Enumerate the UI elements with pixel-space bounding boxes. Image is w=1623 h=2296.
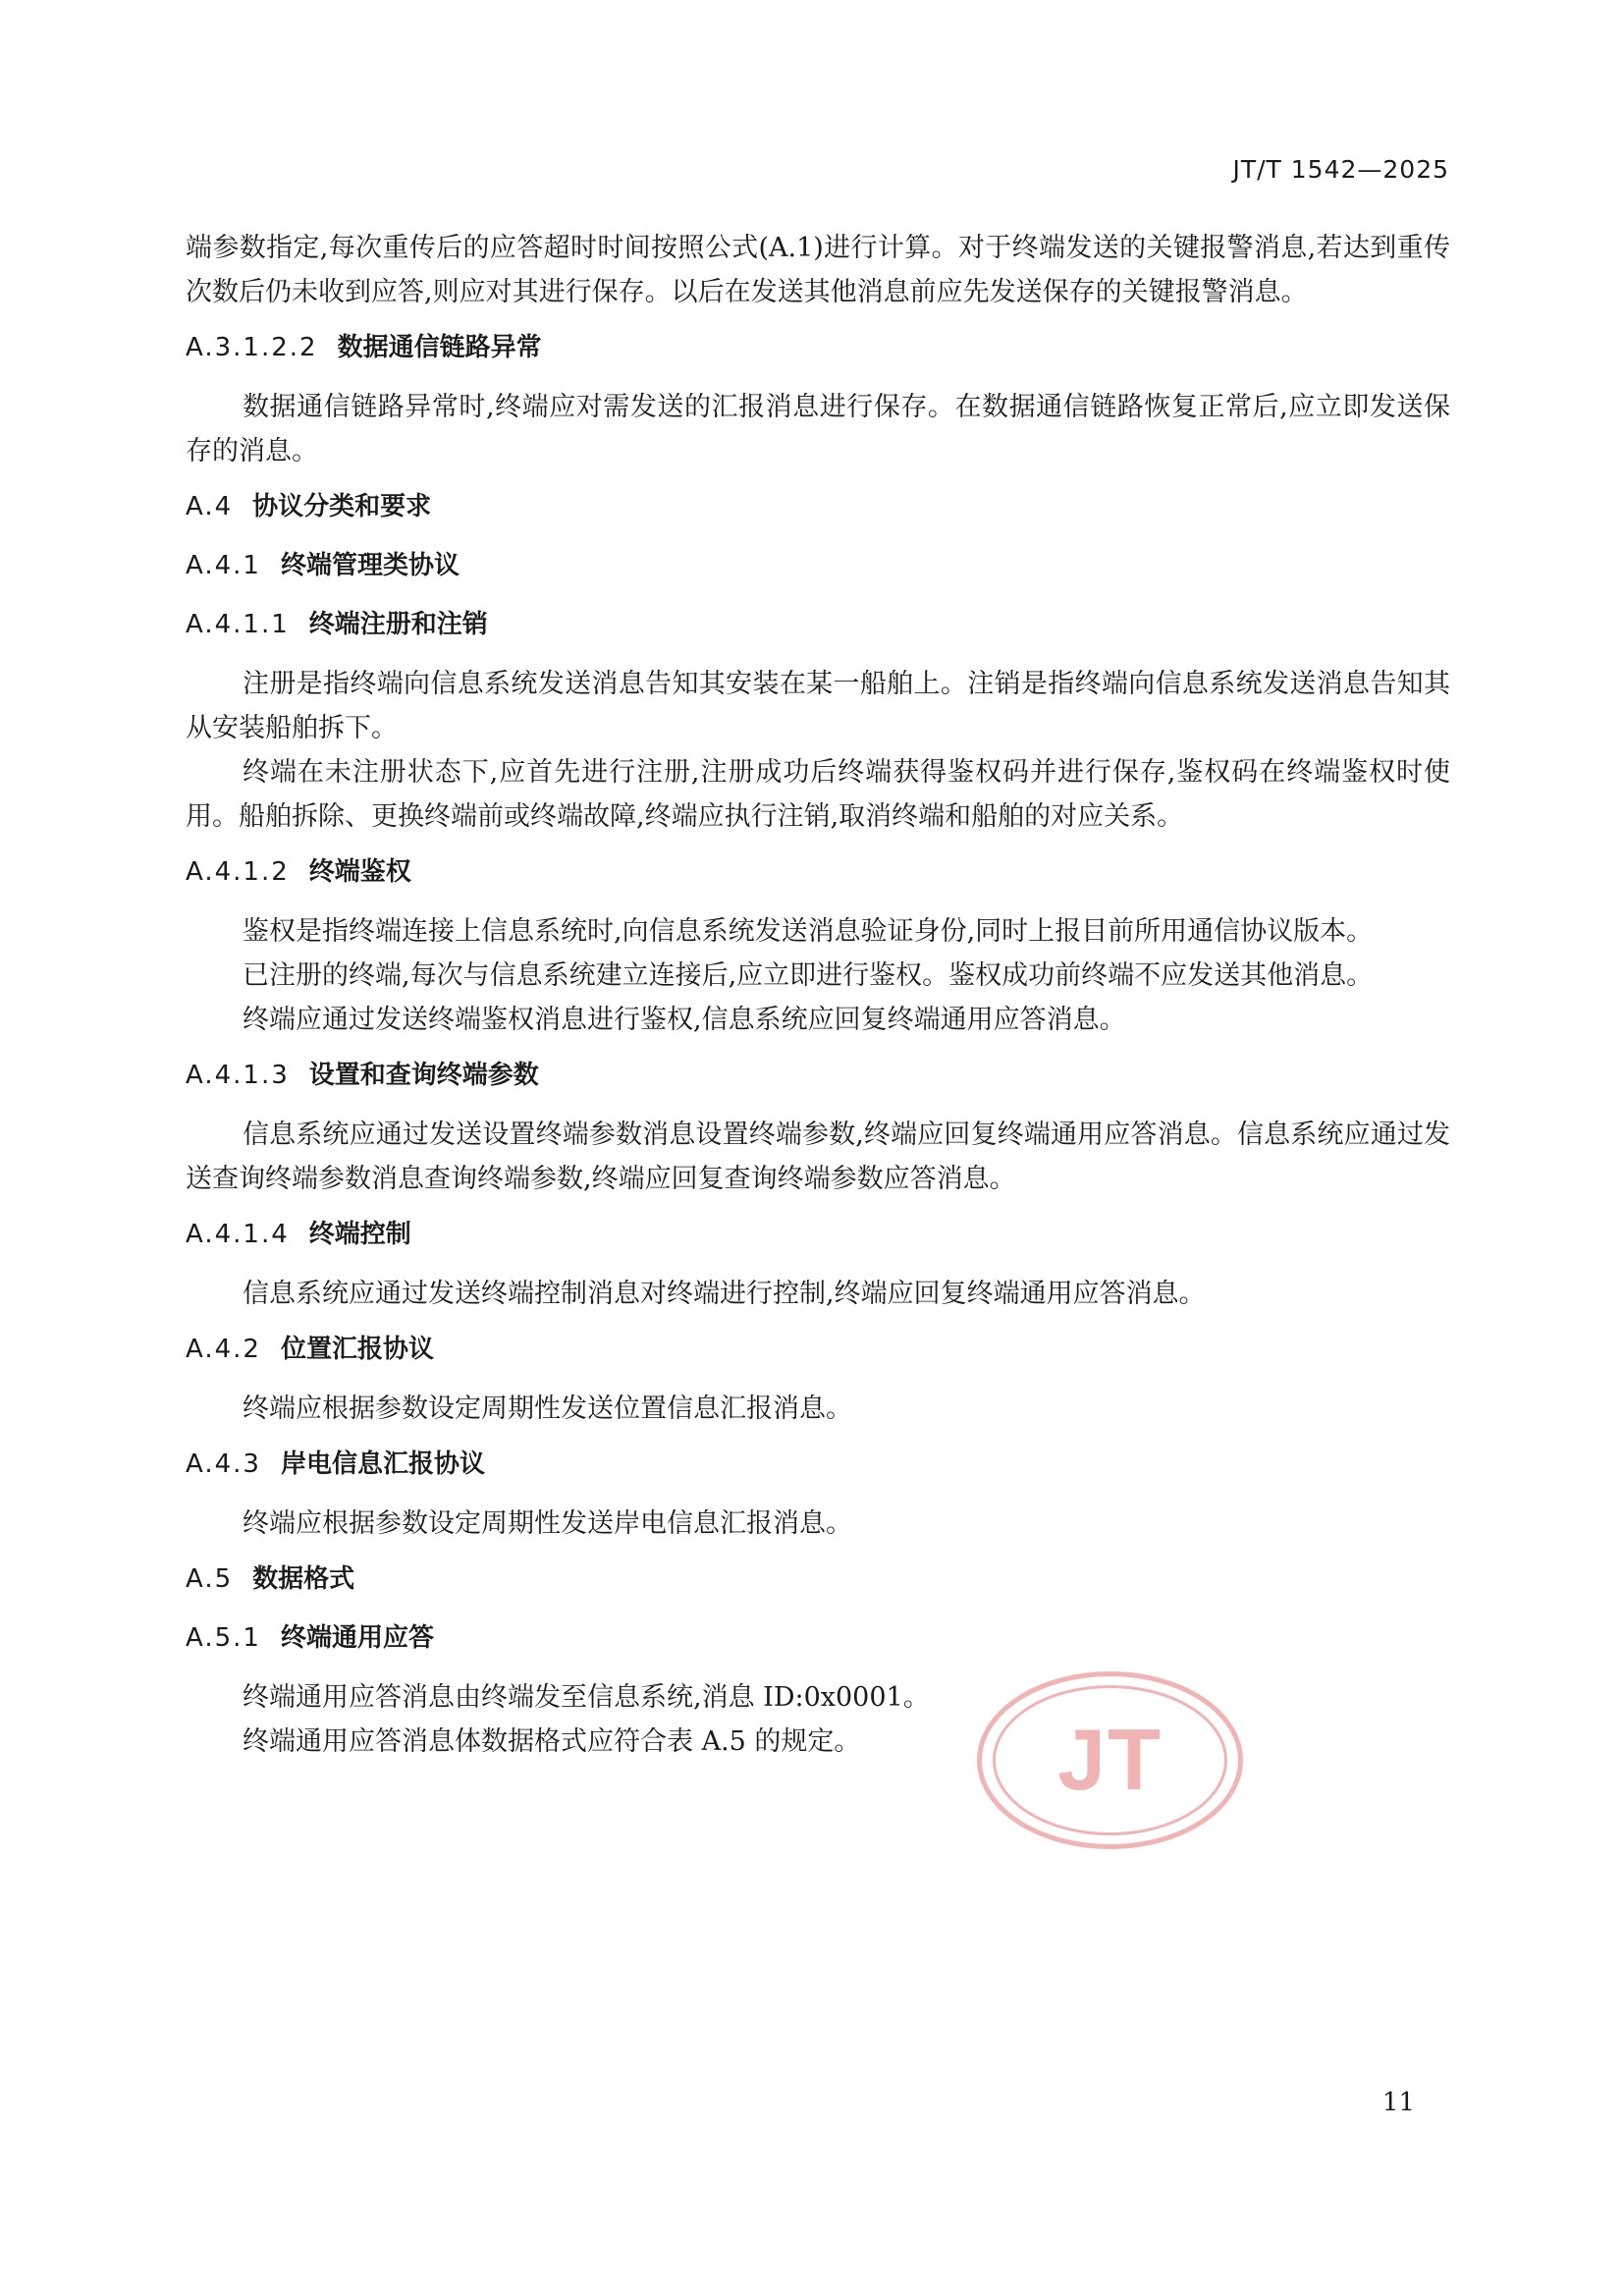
heading-a42 — [186, 1328, 1450, 1371]
heading-title: 终端鉴权 — [308, 857, 411, 887]
heading-a41 — [186, 544, 1450, 587]
paragraph-register-process: 终端在未注册状态下,应首先进行注册,注册成功后终端获得鉴权码并进行保存,鉴权码在终端鉴权时使用。船舶拆除、更换终端前或终端故障,终端应执行注销,取消终端和船舶的对应关系。 — [186, 757, 1450, 832]
heading-number: A.4.3 — [186, 1449, 261, 1479]
heading-title: 岸电信息汇报协议 — [280, 1449, 485, 1479]
page-number: 11 — [1381, 2088, 1415, 2117]
heading-number: A.4.1.2 — [186, 857, 290, 887]
document-body — [186, 226, 1450, 1776]
heading-title: 终端控制 — [308, 1220, 411, 1249]
heading-title: 终端管理类协议 — [280, 551, 460, 580]
paragraph-auth-timing: 已注册的终端,每次与信息系统建立连接后,应立即进行鉴权。鉴权成功前终端不应发送其他消息。 — [243, 960, 1374, 991]
heading-number: A.4.2 — [186, 1335, 261, 1364]
paragraph-auth-definition: 鉴权是指终端连接上信息系统时,向信息系统发送消息验证身份,同时上报目前所用通信协议版本。 — [243, 916, 1374, 947]
heading-number: A.4.1.1 — [186, 610, 290, 639]
heading-title: 数据格式 — [252, 1564, 355, 1594]
paragraph-position-report: 终端应根据参数设定周期性发送位置信息汇报消息。 — [243, 1394, 852, 1424]
heading-title: 位置汇报协议 — [280, 1335, 434, 1364]
heading-number: A.4.1 — [186, 551, 261, 580]
paragraph-terminal-control: 信息系统应通过发送终端控制消息对终端进行控制,终端应回复终端通用应答消息。 — [243, 1279, 1206, 1309]
paragraph-general-response-id: 终端通用应答消息由终端发至信息系统,消息 ID:0x0001。 — [243, 1682, 930, 1713]
paragraph-general-response-format: 终端通用应答消息体数据格式应符合表 A.5 的规定。 — [243, 1726, 861, 1757]
paragraph-register-definition: 注册是指终端向信息系统发送消息告知其安装在某一船舶上。注销是指终端向信息系统发送消息告知其从安装船舶拆下。 — [186, 669, 1450, 743]
heading-a31222 — [186, 326, 1450, 369]
heading-number: A.4 — [186, 492, 234, 521]
heading-a414 — [186, 1213, 1450, 1256]
heading-number: A.3.1.2.2 — [186, 333, 318, 362]
heading-title: 终端注册和注销 — [308, 610, 488, 639]
heading-a412 — [186, 850, 1450, 894]
heading-number: A.5.1 — [186, 1623, 261, 1653]
heading-number: A.4.1.3 — [186, 1061, 290, 1090]
paragraph-link-abnormal: 数据通信链路异常时,终端应对需发送的汇报消息进行保存。在数据通信链路恢复正常后,应立即发送保存的消息。 — [186, 392, 1450, 466]
heading-a43 — [186, 1443, 1450, 1486]
heading-number: A.5 — [186, 1564, 234, 1594]
paragraph-retransmit: 端参数指定,每次重传后的应答超时时间按照公式(A.1)进行计算。对于终端发送的关键报警消息,若达到重传次数后仍未收到应答,则应对其进行保存。以后在发送其他消息前应先发送保存的关键报警消息。 — [186, 233, 1450, 307]
heading-title: 数据通信链路异常 — [337, 333, 542, 362]
paragraph-parameters: 信息系统应通过发送设置终端参数消息设置终端参数,终端应回复终端通用应答消息。信息系统应通过发送查询终端参数消息查询终端参数,终端应回复查询终端参数应答消息。 — [186, 1120, 1450, 1194]
heading-a413 — [186, 1054, 1450, 1097]
heading-a4 — [186, 485, 1450, 528]
heading-title: 设置和查询终端参数 — [308, 1061, 539, 1090]
stamp-letters: JT — [1057, 1711, 1163, 1808]
heading-a411 — [186, 603, 1450, 646]
paragraph-auth-message: 终端应通过发送终端鉴权消息进行鉴权,信息系统应回复终端通用应答消息。 — [243, 1005, 1126, 1035]
heading-title: 终端通用应答 — [280, 1623, 434, 1653]
heading-a51 — [186, 1616, 1450, 1660]
heading-number: A.4.1.4 — [186, 1220, 290, 1249]
document-code: JT/T 1542—2025 — [1232, 155, 1449, 184]
heading-title: 协议分类和要求 — [252, 492, 432, 521]
jt-stamp-logo — [975, 1669, 1245, 1851]
paragraph-shore-power-report: 终端应根据参数设定周期性发送岸电信息汇报消息。 — [243, 1508, 852, 1539]
heading-a5 — [186, 1558, 1450, 1601]
